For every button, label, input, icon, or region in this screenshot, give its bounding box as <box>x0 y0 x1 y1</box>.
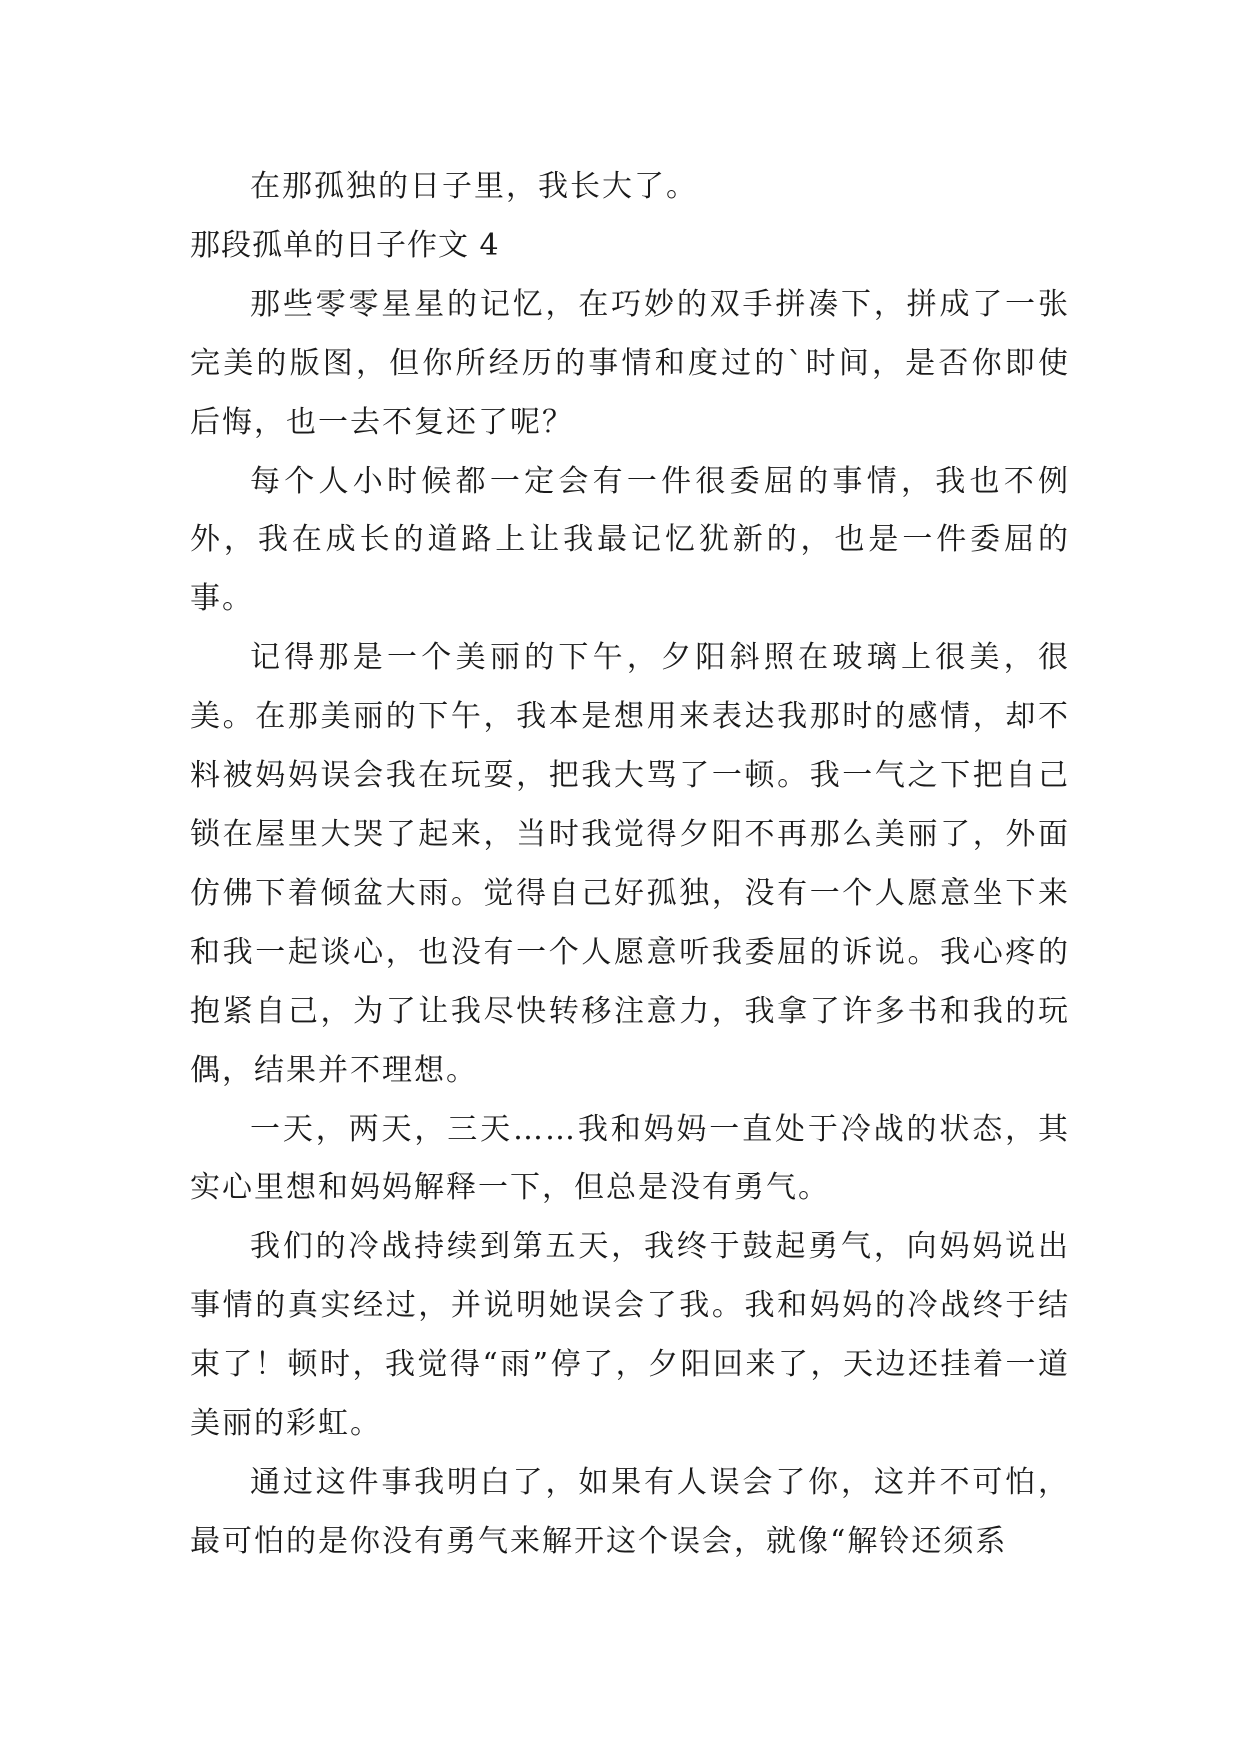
document-body <box>190 158 1070 1572</box>
paragraph-3: 记得那是一个美丽的下午，夕阳斜照在玻璃上很美，很美。在那美丽的下午，我本是想用来表达我那时的感情，却不料被妈妈误会我在玩耍，把我大骂了一顿。我一气之下把自己锁在屋里大哭了起来，当时我觉得夕阳不再那么美丽了，外面仿佛下着倾盆大雨。觉得自己好孤独，没有一个人愿意坐下来和我一起谈心，也没有一个人愿意听我委屈的诉说。我心疼的抱紧自己，为了让我尽快转移注意力，我拿了许多书和我的玩偶，结果并不理想。 <box>190 640 1070 1088</box>
paragraph-4: 一天，两天，三天……我和妈妈一直处于冷战的状态，其实心里想和妈妈解释一下，但总是没有勇气。 <box>190 1111 1070 1206</box>
intro-paragraph: 在那孤独的日子里，我长大了。 <box>250 169 698 204</box>
essay-title: 那段孤单的日子作文 4 <box>190 227 500 263</box>
paragraph-1: 那些零零星星的记忆，在巧妙的双手拼凑下，拼成了一张完美的版图，但你所经历的事情和度过的`时间，是否你即使后悔，也一去不复还了呢？ <box>190 286 1070 440</box>
paragraph-2: 每个人小时候都一定会有一件很委屈的事情，我也不例外，我在成长的道路上让我最记忆犹新的，也是一件委屈的事。 <box>190 463 1070 617</box>
paragraph-5: 我们的冷战持续到第五天，我终于鼓起勇气，向妈妈说出事情的真实经过，并说明她误会了我。我和妈妈的冷战终于结束了！顿时，我觉得“雨”停了，夕阳回来了，天边还挂着一道美丽的彩虹。 <box>190 1229 1070 1442</box>
paragraph-6: 通过这件事我明白了，如果有人误会了你，这并不可怕，最可怕的是你没有勇气来解开这个误会，就像“解铃还须系 <box>190 1464 1070 1559</box>
